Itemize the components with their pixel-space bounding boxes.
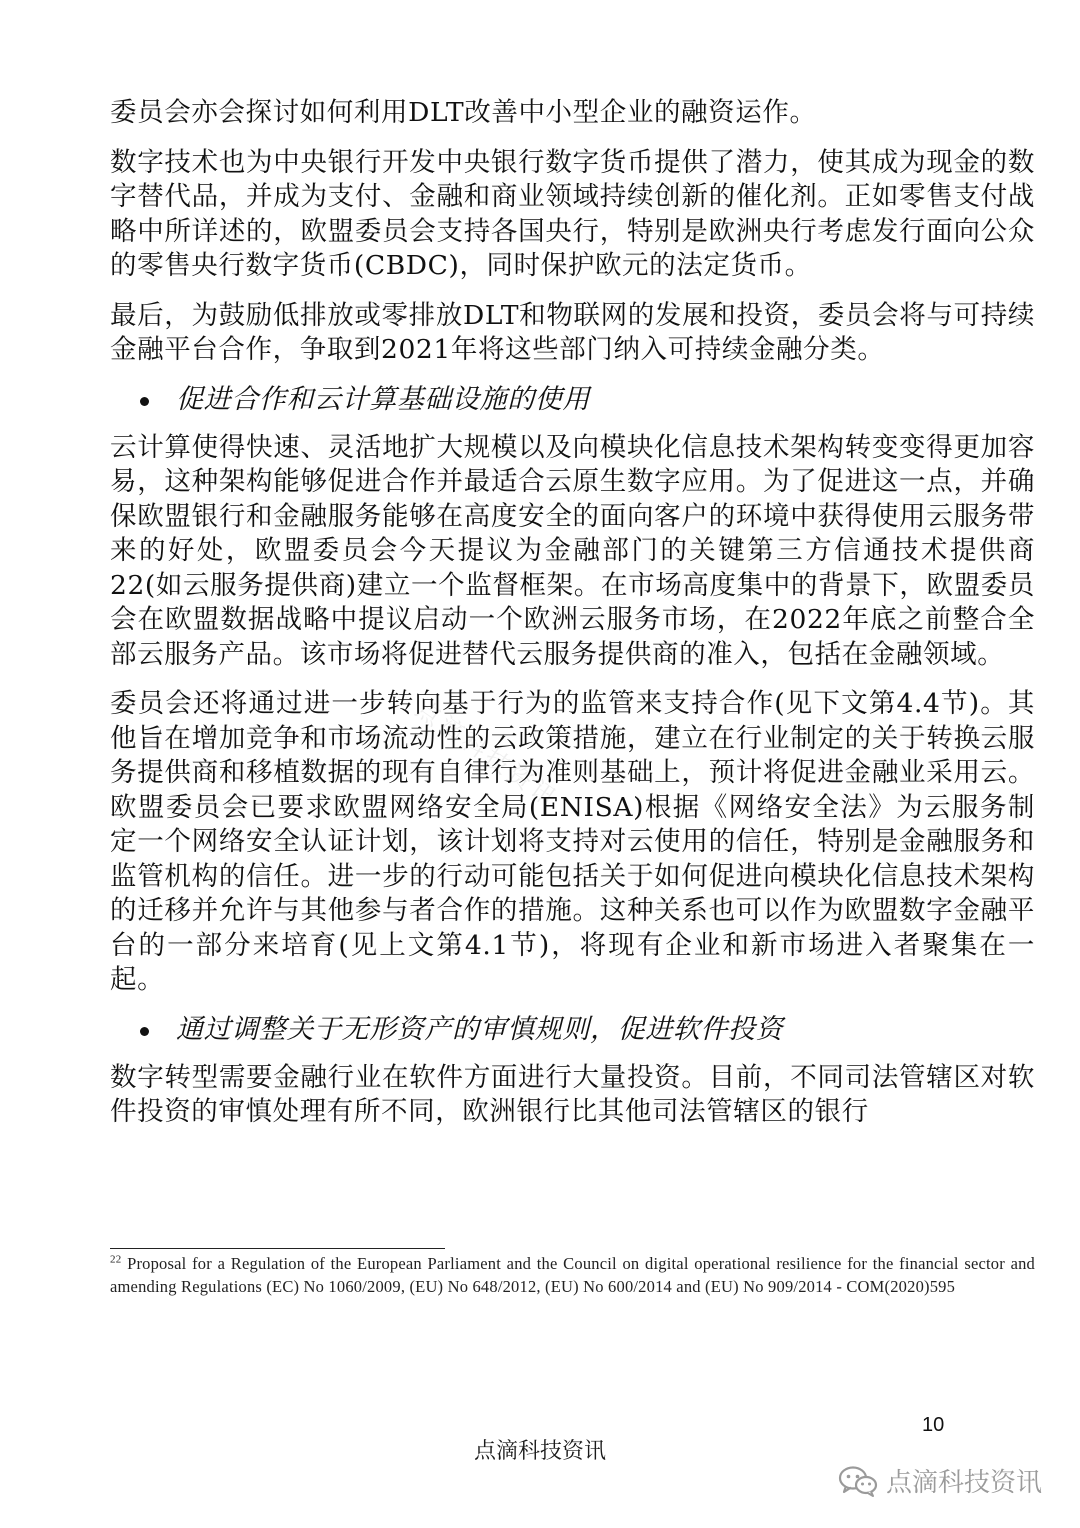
bullet-heading-cloud-text: 促进合作和云计算基础设施的使用 [176, 383, 590, 415]
footnote [110, 1252, 1035, 1298]
bullet-heading-software [110, 1013, 1035, 1047]
paragraph-cloud-policy: 委员会还将通过进一步转向基于行为的监管来支持合作(见下文第4.4节)。其他旨在增加竞争和市场流动性的云政策措施，建立在行业制定的关于转换云服务提供商和移植数据的现有自律行为准则基础上，预计将促进金融业采用云。欧盟委员会已要求欧盟网络安全局(ENISA)根据《网络安全法》为云服务制定一个网络安全认证计划，该计划将支持对云使用的信任，特别是金融服务和监管机构的信任。进一步的行动可能包括关于如何促进向模块化信息技术架构的迁移并允许与其他参与者合作的措施。这种关系也可以作为欧盟数字金融平台的一部分来培育(见上文第4.1节)，将现有企业和新市场进入者聚集在一起。 [110, 688, 1035, 995]
wechat-logo-icon [838, 1465, 878, 1497]
paragraph-cloud-computing: 云计算使得快速、灵活地扩大规模以及向模块化信息技术架构转变变得更加容易，这种架构能够促进合作并最适合云原生数字应用。为了促进这一点，并确保欧盟银行和金融服务能够在高度安全的面向客户的环境中获得使用云服务带来的好处，欧盟委员会今天提议为金融部门的关键第三方信通技术提供商22(如云服务提供商)建立一个监督框架。在市场高度集中的背景下，欧盟委员会在欧盟数据战略中提议启动一个欧洲云服务市场，在2022年底之前整合全部云服务产品。该市场将促进替代云服务提供商的准入，包括在金融领域。 [110, 431, 1035, 670]
document-body [110, 96, 1035, 1145]
paragraph-sme-dlt: 委员会亦会探讨如何利用DLT改善中小型企业的融资运作。 [110, 97, 817, 128]
paragraph-software-investment: 数字转型需要金融行业在软件方面进行大量投资。目前，不同司法管辖区对软件投资的审慎处理有所不同，欧洲银行比其他司法管辖区的银行 [110, 1061, 1035, 1127]
footnote-number: 22 [110, 1253, 122, 1266]
faint-watermark: 点滴科技资讯 [410, 694, 565, 815]
wechat-watermark [838, 1462, 1042, 1499]
bullet-heading-cloud [110, 383, 1035, 417]
bullet-dot-icon [140, 1027, 149, 1036]
bullet-heading-software-text: 通过调整关于无形资产的审慎规则，促进软件投资 [176, 1013, 784, 1045]
footnote-text: Proposal for a Regulation of the European Parliament and the Council on digital operational resilience for the financial sector and amending Regulations (EC) No 1060/2009, (EU) No 648/2012, (EU) No 600/2014 and (EU) No 909/2014 - COM(2020)595 [110, 1254, 1035, 1296]
footnote-divider [110, 1248, 445, 1249]
paragraph-cbdc: 数字技术也为中央银行开发中央银行数字货币提供了潜力，使其成为现金的数字替代品，并成为支付、金融和商业领域持续创新的催化剂。正如零售支付战略中所详述的，欧盟委员会支持各国央行，特别是欧洲央行考虑发行面向公众的零售央行数字货币(CBDC)，同时保护欧元的法定货币。 [110, 146, 1035, 281]
wechat-account-name: 点滴科技资讯 [885, 1468, 1042, 1498]
footer-source: 点滴科技资讯 [473, 1439, 606, 1464]
page-number: 10 [922, 1414, 945, 1436]
bullet-dot-icon [140, 397, 149, 406]
paragraph-sustainable-finance: 最后，为鼓励低排放或零排放DLT和物联网的发展和投资，委员会将与可持续金融平台合作，争取到2021年将这些部门纳入可持续金融分类。 [110, 299, 1035, 365]
